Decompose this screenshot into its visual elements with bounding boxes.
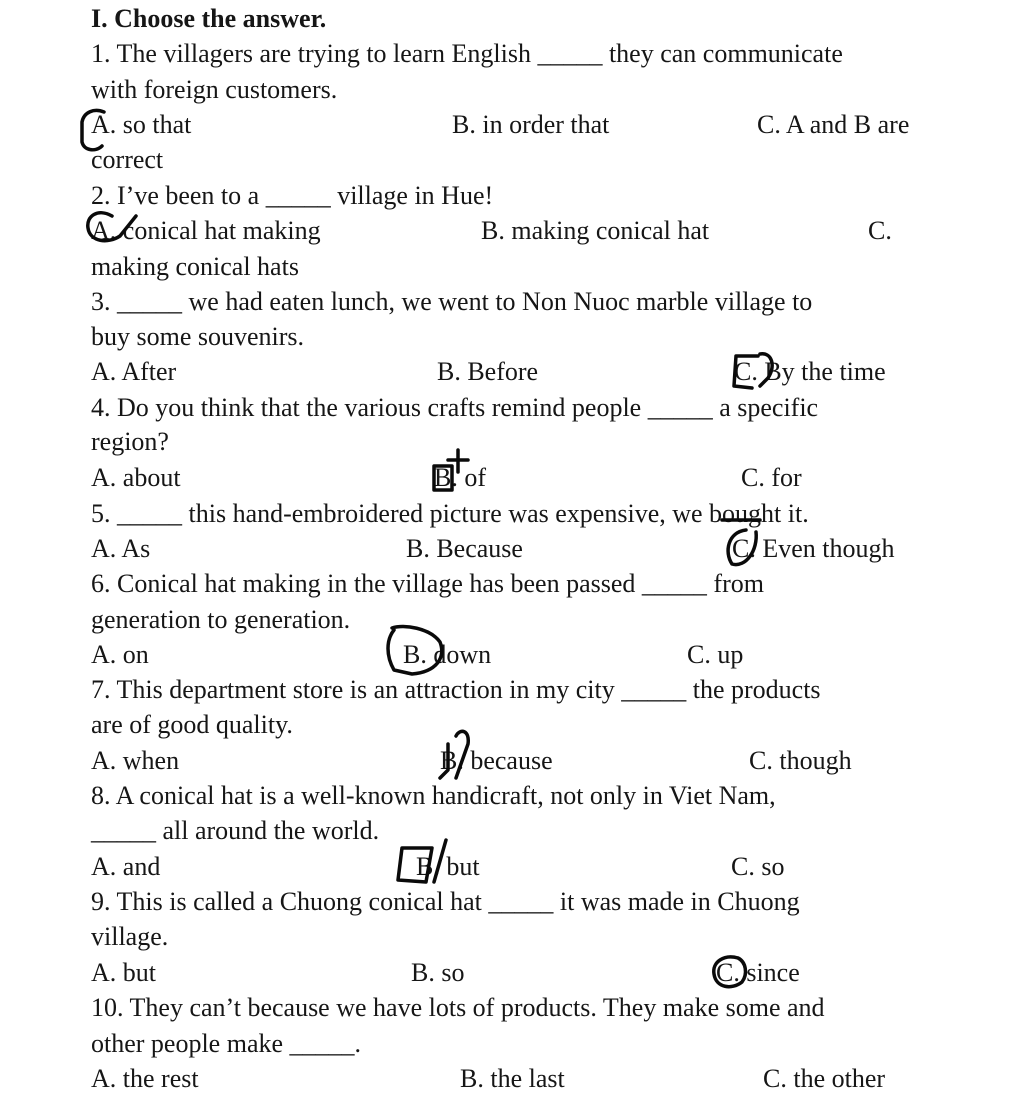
question-2-option-c[interactable]: C. [868,216,892,245]
question-6-option-a[interactable]: A. on [91,640,149,669]
question-9-line-2: village. [91,922,169,951]
question-5-option-a[interactable]: A. As [91,534,151,563]
question-3-option-a[interactable]: A. After [91,357,177,386]
question-8-option-b[interactable]: B. but [416,852,480,881]
question-4-option-b[interactable]: B. of [434,463,486,492]
question-7-option-c[interactable]: C. though [749,746,852,775]
question-10-option-c[interactable]: C. the other [763,1064,886,1093]
question-9-option-b[interactable]: B. so [411,958,465,987]
question-2-option-c-continued: making conical hats [91,252,299,281]
question-7-option-a[interactable]: A. when [91,746,180,775]
question-3-option-c[interactable]: C. By the time [734,357,886,386]
question-5-option-b[interactable]: B. Because [406,534,523,563]
question-7-option-b[interactable]: B. because [440,746,553,775]
question-7-line-2: are of good quality. [91,710,293,739]
question-1-option-c[interactable]: C. A and B are [757,110,910,139]
question-3-line-1: 3. _____ we had eaten lunch, we went to Non Nuoc marble village to [91,287,813,316]
question-6-line-2: generation to generation. [91,605,351,634]
question-2-option-a[interactable]: A. conical hat making [91,216,321,245]
question-1-option-a[interactable]: A. so that [91,110,192,139]
question-1-line-2: with foreign customers. [91,75,338,104]
question-5-line-1: 5. _____ this hand-embroidered picture was expensive, we bought it. [91,499,809,528]
question-8-line-1: 8. A conical hat is a well-known handicraft, not only in Viet Nam, [91,781,776,810]
question-2-option-b[interactable]: B. making conical hat [481,216,710,245]
question-1-option-b[interactable]: B. in order that [452,110,610,139]
question-5-option-c[interactable]: C. Even though [732,534,895,563]
question-4-option-c[interactable]: C. for [741,463,802,492]
question-3-option-b[interactable]: B. Before [437,357,539,386]
question-8-option-c[interactable]: C. so [731,852,785,881]
question-7-line-1: 7. This department store is an attraction in my city _____ the products [91,675,821,704]
question-6-option-b[interactable]: B. down [403,640,492,669]
question-9-option-a[interactable]: A. but [91,958,156,987]
question-9-option-c[interactable]: C. since [716,958,800,987]
question-4-option-a[interactable]: A. about [91,463,181,492]
question-8-option-a[interactable]: A. and [91,852,161,881]
question-3-line-2: buy some souvenirs. [91,322,305,351]
question-9-line-1: 9. This is called a Chuong conical hat _____ it was made in Chuong [91,887,800,916]
question-4-line-1: 4. Do you think that the various crafts remind people _____ a specific [91,393,819,422]
question-10-line-2: other people make _____. [91,1029,362,1058]
question-10-option-b[interactable]: B. the last [460,1064,565,1093]
question-1-line-1: 1. The villagers are trying to learn English _____ they can communicate [91,39,843,68]
question-4-line-2: region? [91,427,169,456]
question-6-option-c[interactable]: C. up [687,640,744,669]
question-6-line-1: 6. Conical hat making in the village has been passed _____ from [91,569,764,598]
question-10-line-1: 10. They can’t because we have lots of products. They make some and [91,993,825,1022]
question-10-option-a[interactable]: A. the rest [91,1064,199,1093]
question-1-option-c-continued: correct [91,145,164,174]
question-2-line-1: 2. I’ve been to a _____ village in Hue! [91,181,494,210]
question-8-line-2: _____ all around the world. [91,816,380,845]
section-title: I. Choose the answer. [91,4,327,33]
